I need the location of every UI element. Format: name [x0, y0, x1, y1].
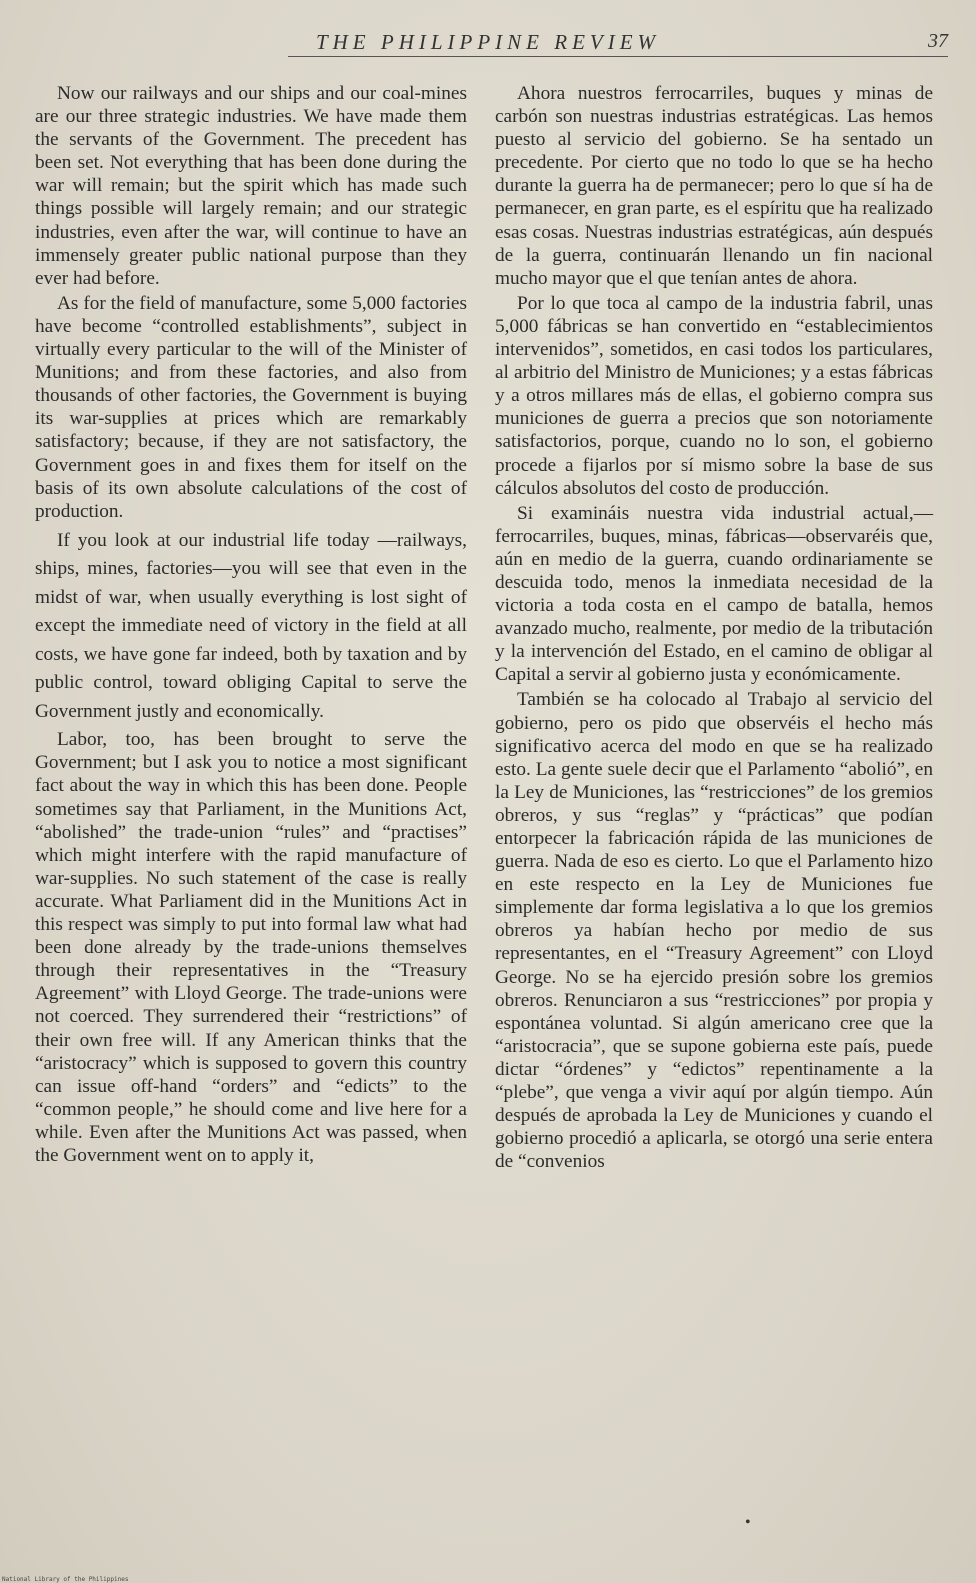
english-column — [35, 82, 467, 1167]
english-paragraph-2: As for the field of manufacture, some 5,000 factories have become “controlled establishments”, subject in virtually every particular to the will of the Minister of Munitions; and from these factories, and also from thousands of other factories, the Government is buying its war-supplies at prices which are remarkably satisfactory; because, if they are not satisfactory, the Government goes in and fixes them for itself on the basis of its own absolute calculations of the cost of production. — [35, 292, 467, 522]
spanish-paragraph-3: Si examináis nuestra vida industrial actual,—ferrocarriles, buques, minas, fábricas—observaréis que, aún en medio de la guerra, cuando ordinariamente se descuida todo, menos la inmediata necesidad de la victoria a toda costa en el campo de batalla, hemos avanzado mucho, realmente, por medio de la tributación y la intervención del Estado, en el camino de obligar al Capital a servir al gobierno justa y económicamente. — [495, 502, 933, 686]
journal-title: THE PHILIPPINE REVIEW — [315, 30, 661, 54]
english-paragraph-4: Labor, too, has been brought to serve the Government; but I ask you to notice a most significant fact about the way in which this has been done. People sometimes say that Parliament, in the Munitions Act, “abolished” the trade-union “rules” and “practises” which might interfere with the rapid manufacture of war-supplies. No such statement of the case is really accurate. What Parliament did in the Munitions Act in this respect was simply to put into formal law what had been done already by the trade-unions themselves through their representatives in the “Treasury Agreement” with Lloyd George. The trade-unions were not coerced. They surrendered their “restrictions” of their own free will. If any American thinks that the “aristocracy” which is supposed to govern this country can issue off-hand “orders” and “edicts” to the “common people,” he should come and live here for a while. Even after the Munitions Act was passed, when the Government went on to apply it, — [35, 729, 467, 1166]
spanish-paragraph-4: También se ha colocado al Trabajo al servicio del gobierno, pero os pido que observéis el hecho más significativo acerca del modo en que se ha realizado esto. La gente suele decir que el Parlamento “abolió”, en la Ley de Municiones, las “restricciones” de los gremios obreros, y sus “reglas” y “prácticas” que podían entorpecer la fabricación rápida de las municiones de guerra. Nada de eso es cierto. Lo que el Parlamento hizo en este respecto en la Ley de Municiones fue simplemente dar forma legislativa a lo que los gremios obreros ya habían hecho por medio de sus representantes, en el “Treasury Agreement” con Lloyd George. No se ha ejercido presión sobre los gremios obreros. Renunciaron a sus “restricciones” por propia y espontánea voluntad. Si algún americano cree que la “aristocracia”, que se supone gobierna este país, puede dictar “órdenes” y “edictos” repentinamente a la “plebe”, que venga a vivir aquí por algún tiempo. Aún después de aprobada la Ley de Municiones y cuando el gobierno procedió a aplicarla, se otorgó una serie entera de “convenios — [495, 689, 933, 1173]
spanish-paragraph-2: Por lo que toca al campo de la industria fabril, unas 5,000 fábricas se han convertido en “establecimientos intervenidos”, sometidos, en casi todos los particulares, al arbitrio del Ministro de Municiones; y a estas fábricas y a otros millares más de ellas, el gobierno compra sus municiones de guerra a precios que son notoriamente satisfactorios, porque, cuando no lo son, el gobierno procede a fijarlos por sí mismo sobre la base de sus cálculos absolutos del costo de producción. — [495, 292, 933, 499]
english-paragraph-3: If you look at our industrial life today —railways, ships, mines, factories—you will see that even in the midst of war, when usually everything is lost sight of except the immediate need of victory in the field at all costs, we have gone far indeed, both by taxation and by public control, toward obliging Capital to serve the Government justly and economically. — [35, 529, 467, 722]
header-rule — [288, 56, 948, 57]
page-number: 37 — [928, 30, 948, 52]
english-paragraph-1: Now our railways and our ships and our coal-mines are our three strategic industries. We have made them the servants of the Government. The precedent has been set. Not everything that has been done during the war will remain; but the spirit which has made such things possible will largely remain; and our strategic industries, even after the war, will continue to have an immensely greater public national purpose than they ever had before. — [35, 83, 467, 289]
library-credit: National Library of the Philippines — [2, 1576, 129, 1583]
spanish-column — [495, 82, 933, 1173]
spanish-paragraph-1: Ahora nuestros ferrocarriles, buques y minas de carbón son nuestras industrias estratégicas. Las hemos puesto al servicio del gobierno. Se ha sentado un precedente. Por cierto que no todo lo que se ha hecho durante la guerra ha de permanecer; pero lo que sí ha de permanecer, en gran parte, es el espíritu que ha realizado esas cosas. Nuestras industrias estratégicas, aún después de la guerra, continuarán llenando un fin nacional mucho mayor que el que tenían antes de ahora. — [495, 83, 933, 289]
running-header — [28, 28, 948, 56]
page-bullet: • — [745, 1514, 751, 1531]
